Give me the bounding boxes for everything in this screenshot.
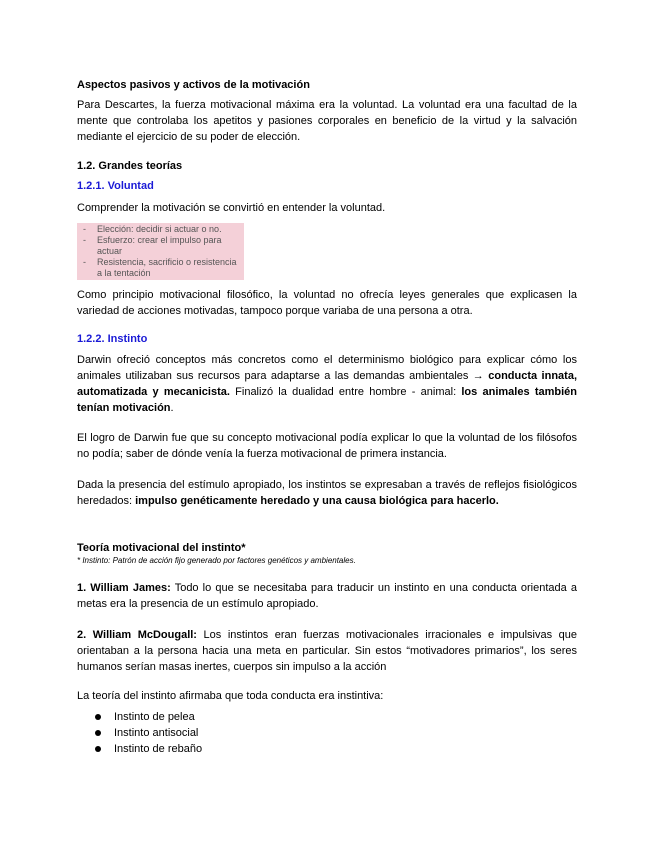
voluntad-highlight-box bbox=[77, 223, 244, 280]
william-mcdougall-paragraph: 2. William McDougall: Los instintos eran fuerzas motivacionales irracionales e impulsivas que orientaban a la persona hacia una meta en particular. Sin estos “motivadores primarios”, los seres humanos serían masas inertes, cuerpos sin impulso a la acción bbox=[77, 629, 577, 673]
heading-voluntad: 1.2.1. Voluntad bbox=[77, 180, 154, 192]
heading-grandes-teorias: 1.2. Grandes teorías bbox=[77, 160, 183, 172]
bullet-icon bbox=[95, 730, 101, 736]
heading-teoria-instinto: Teoría motivacional del instinto* bbox=[77, 542, 246, 554]
instinto-footnote: * Instinto: Patrón de acción fijo generado por factores genéticos y ambientales. bbox=[77, 556, 356, 565]
descartes-paragraph: Para Descartes, la fuerza motivacional máxima era la voluntad. La voluntad era una facultad de la mente que controlaba los apetitos y pasiones corporales en beneficio de la virtud y la salvación mediante el ejercicio de su poder de elección. bbox=[77, 99, 577, 143]
darwin-logro-paragraph: El logro de Darwin fue que su concepto motivacional podía explicar lo que la voluntad de los filósofos no podía; saber de dónde venía la fuerza motivacional de primera instancia. bbox=[77, 432, 577, 460]
voluntad-conclusion: Como principio motivacional filosófico, la voluntad no ofrecía leyes generales que explicasen la variedad de acciones motivadas, tampoco porque variaba de una persona a otra. bbox=[77, 289, 577, 317]
list-item: Instinto de pelea bbox=[77, 709, 377, 725]
instinct-bullet-list bbox=[77, 709, 377, 757]
voluntad-list-item: - Resistencia, sacrificio o resistencia a la tentación bbox=[79, 257, 244, 279]
bullet-icon bbox=[95, 714, 101, 720]
list-item: Instinto de rebaño bbox=[77, 741, 377, 757]
william-james-paragraph: 1. William James: Todo lo que se necesitaba para traducir un instinto en una conducta orientada a metas era la presencia de un estímulo apropiado. bbox=[77, 582, 578, 610]
voluntad-intro: Comprender la motivación se convirtió en entender la voluntad. bbox=[77, 202, 386, 214]
estimulo-paragraph: Dada la presencia del estímulo apropiado, los instintos se expresaban a través de reflejos fisiológicos heredados: impulso genéticamente heredado y una causa biológica para hacerlo. bbox=[77, 479, 577, 507]
bullet-icon bbox=[95, 746, 101, 752]
section-heading-aspectos: Aspectos pasivos y activos de la motivación bbox=[77, 79, 310, 91]
voluntad-list-item: - Esfuerzo: crear el impulso para actuar bbox=[79, 235, 244, 257]
voluntad-list-item: - Elección: decidir si actuar o no. bbox=[79, 224, 244, 235]
teoria-summary: La teoría del instinto afirmaba que toda conducta era instintiva: bbox=[77, 690, 384, 702]
heading-instinto: 1.2.2. Instinto bbox=[77, 333, 148, 345]
darwin-paragraph: Darwin ofreció conceptos más concretos como el determinismo biológico para explicar cómo los animales utilizaban sus recursos para adaptarse a las demandas ambientales → conducta innata, automatizada y mecanicista. Finalizó la dualidad entre hombre - animal: los animales también tenían motivación. bbox=[77, 354, 577, 414]
list-item: Instinto antisocial bbox=[77, 725, 377, 741]
